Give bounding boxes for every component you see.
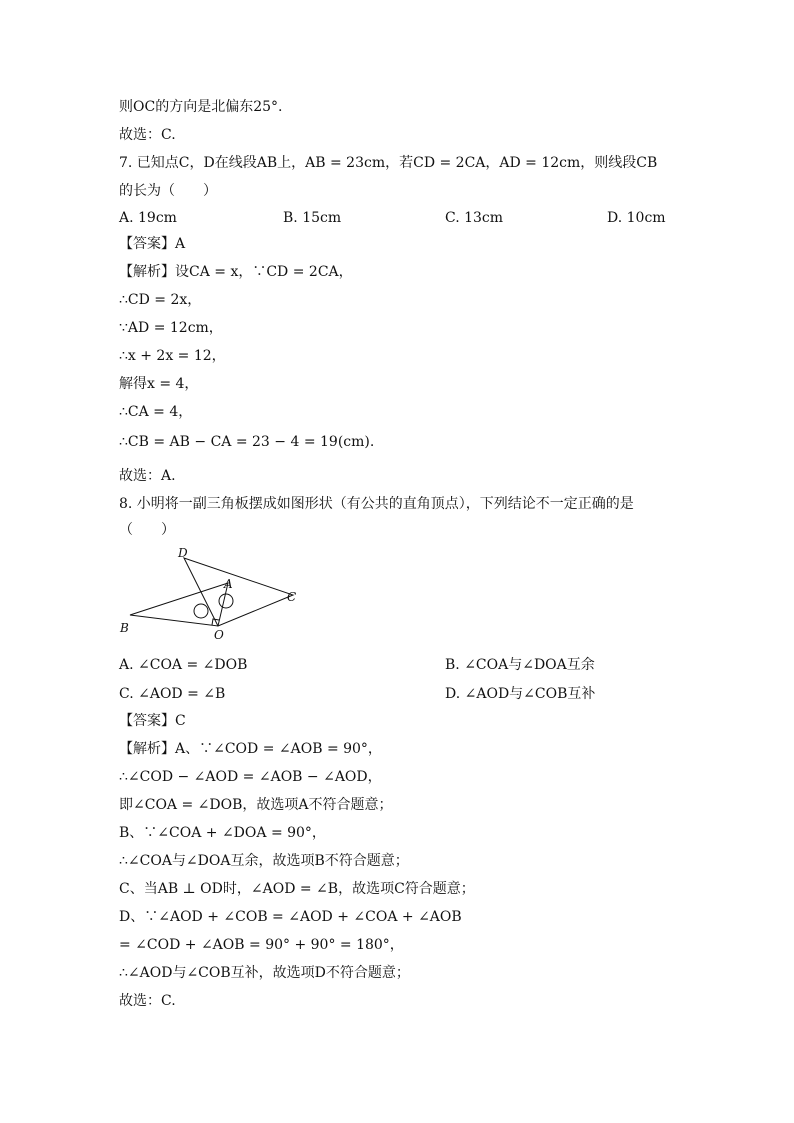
q8-step: = ∠COD + ∠AOB = 90° + 90° = 180°， — [119, 937, 404, 953]
q8-step: ∴∠COD − ∠AOD = ∠AOB − ∠AOD， — [119, 769, 382, 785]
q8-step: B、∵∠COA + ∠DOA = 90°， — [119, 825, 326, 841]
q8-conclusion: 故选：C. — [119, 993, 176, 1009]
q7-answer: 【答案】A — [119, 236, 186, 252]
q7-step: ∴x + 2x = 12， — [119, 348, 226, 364]
q8-option-d: D. ∠AOD与∠COB互补 — [445, 686, 596, 702]
question-8-stem: 8. 小明将一副三角板摆成如图形状（有公共的直角顶点），下列结论不一定正确的是 — [119, 496, 634, 512]
q7-step: ∵AD = 12cm， — [119, 320, 223, 336]
q7-step: ∴CD = 2x， — [119, 292, 202, 308]
q8-step: C、当AB ⊥ OD时，∠AOD = ∠B，故选项C符合题意； — [119, 881, 475, 897]
q8-step: ∴∠AOD与∠COB互补，故选项D不符合题意； — [119, 965, 410, 981]
question-8-stem-cont: （ ） — [119, 522, 175, 538]
q7-analysis: 【解析】设CA = x，∵CD = 2CA， — [119, 264, 353, 280]
text-line: 故选：C. — [119, 127, 176, 143]
q8-analysis: 【解析】A、∵∠COD = ∠AOB = 90°， — [119, 741, 382, 757]
q8-option-b: B. ∠COA与∠DOA互余 — [445, 657, 595, 673]
text-line: 则OC的方向是北偏东25°. — [119, 99, 283, 115]
triangle-figure — [116, 546, 306, 644]
q8-step: D、∵∠AOD + ∠COB = ∠AOD + ∠COA + ∠AOB — [119, 909, 462, 925]
label-c: C — [287, 590, 297, 604]
question-7-stem: 7. 已知点C，D在线段AB上，AB = 23cm，若CD = 2CA，AD = 12cm，则线段CB — [119, 155, 658, 171]
angle-arc-2 — [219, 594, 233, 608]
q7-step: ∴CB = AB − CA = 23 − 4 = 19(cm). — [119, 434, 375, 450]
q7-option-b: B. 15cm — [283, 210, 342, 226]
angle-arc-1 — [194, 604, 208, 618]
label-b: B — [120, 621, 129, 635]
q8-option-a: A. ∠COA = ∠DOB — [119, 657, 248, 673]
q7-conclusion: 故选：A. — [119, 468, 176, 484]
q8-option-c: C. ∠AOD = ∠B — [119, 686, 226, 702]
label-d: D — [178, 546, 188, 560]
q8-answer: 【答案】C — [119, 713, 186, 729]
q8-step: 即∠COA = ∠DOB，故选项A不符合题意； — [119, 797, 393, 813]
q7-step: ∴CA = 4， — [119, 404, 193, 420]
question-7-stem-cont: 的长为（ ） — [119, 183, 217, 199]
label-o: O — [214, 628, 224, 642]
q7-step: 解得x = 4， — [119, 376, 199, 392]
q7-option-d: D. 10cm — [607, 210, 666, 226]
q7-option-a: A. 19cm — [119, 210, 177, 226]
q7-option-c: C. 13cm — [445, 210, 504, 226]
label-a: A — [224, 577, 233, 591]
q8-step: ∴∠COA与∠DOA互余，故选项B不符合题意； — [119, 853, 409, 869]
